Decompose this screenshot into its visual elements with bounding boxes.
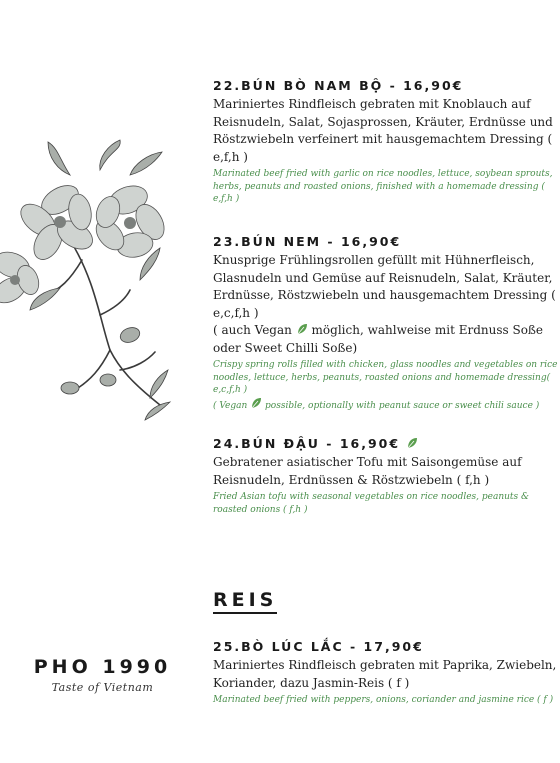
vegan-note-en-suffix: possible, optionally with peanut sauce or sweet chili sauce ) (265, 400, 540, 411)
item-description-de-text: Knusprige Frühlingsrollen gefüllt mit Hühnerfleisch, Glasnudeln und Gemüse auf Reisnudeln, Salat, Kräuter, Erdnüsse, Röstzwiebeln und hausgemachtem Dressing ( e,c,f,h ) (213, 253, 556, 320)
brand-name: PHO 1990 (33, 656, 172, 678)
menu-item-23 (213, 234, 558, 412)
menu-item-25 (213, 639, 558, 707)
item-title-text: 24.BÚN ĐẬU - 16,90€ (213, 436, 401, 451)
item-title (213, 436, 558, 452)
menu-item-22 (213, 78, 558, 206)
leaf-icon (250, 397, 262, 409)
item-title: 23.BÚN NEM - 16,90€ (213, 234, 402, 249)
menu-item-24 (213, 436, 558, 516)
vegan-note-de-prefix: ( auch Vegan (213, 323, 292, 337)
brand-block (30, 655, 175, 694)
item-description-en (213, 359, 558, 412)
leaf-icon (406, 437, 418, 449)
item-description-en: Fried Asian tofu with seasonal vegetables on rice noodles, peanuts & roasted onions ( f,h ) (213, 492, 530, 515)
leaf-icon (296, 323, 308, 335)
item-title: 22.BÚN BÒ NAM BỘ - 16,90€ (213, 78, 464, 93)
item-description-de: Gebratener asiatischer Tofu mit Saisongemüse auf Reisnudeln, Erdnüssen & Röstzwiebeln ( f,h ) (213, 455, 522, 487)
item-title: 25.BÒ LÚC LẮC - 17,90€ (213, 639, 424, 654)
vegan-note-en-prefix: ( Vegan (213, 400, 248, 411)
item-description-en: Marinated beef fried with garlic on rice noodles, lettuce, soybean sprouts, herbs, peanuts and roasted onions, finished with a homemade dressing ( e,f,h ) (213, 169, 553, 204)
item-description-de (213, 252, 558, 357)
section-title-reis: REIS (213, 589, 277, 614)
vegan-note-de-suffix: möglich, wahlweise mit Erdnuss Soße oder Sweet Chilli Soße) (213, 323, 544, 355)
item-description-en-text: Crispy spring rolls filled with chicken, glass noodles and vegetables on rice noodles, lettuce, herbs, peanuts, roasted onions and homemade dressing( e,c,f,h ) (213, 360, 558, 395)
item-description-en: Marinated beef fried with peppers, onions, coriander and jasmine rice ( f ) (213, 695, 554, 705)
item-description-de: Mariniertes Rindfleisch gebraten mit Knoblauch auf Reisnudeln, Salat, Sojasprossen, Kräuter, Erdnüsse und Röstzwiebeln verfeinert mit hausgemachtem Dressing ( e,f,h ) (213, 97, 553, 164)
item-description-de: Mariniertes Rindfleisch gebraten mit Paprika, Zwiebeln, Koriander, dazu Jasmin-Reis ( f ) (213, 658, 557, 690)
brand-tagline: Taste of Vietnam (51, 681, 154, 694)
flower-branch-illustration (0, 130, 175, 440)
